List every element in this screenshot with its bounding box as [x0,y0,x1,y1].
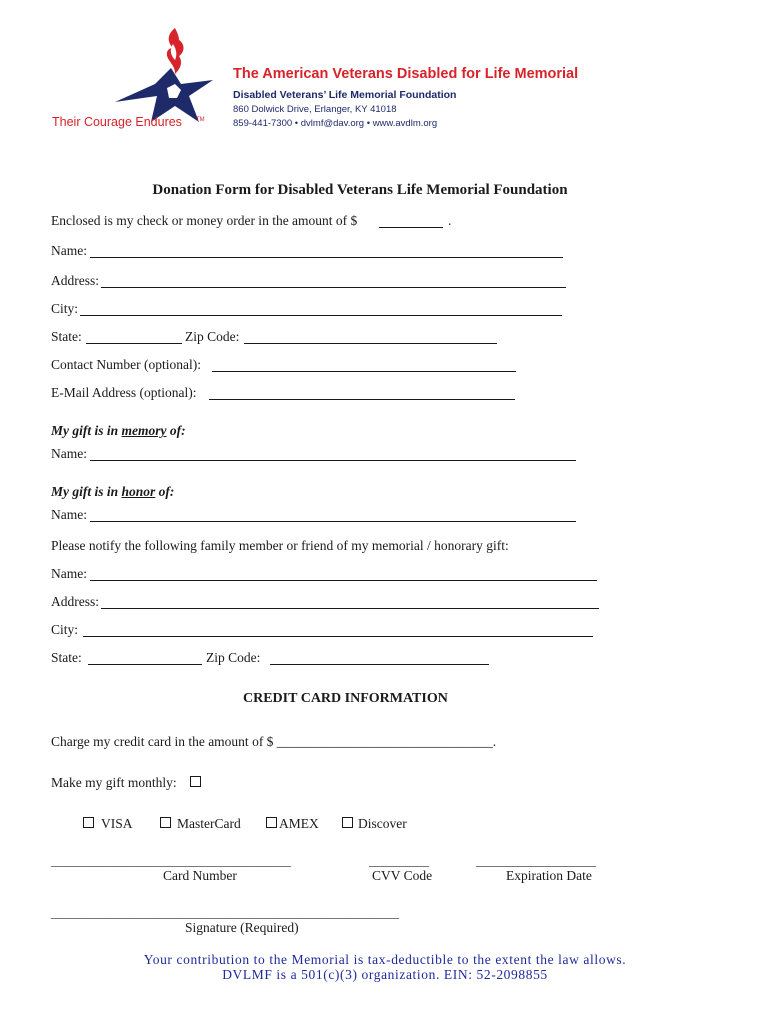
contact-label: Contact Number (optional): [51,357,201,372]
signature-label: Signature (Required) [185,920,299,935]
honor-name-field[interactable] [90,521,576,522]
monthly-checkbox[interactable] [190,776,201,787]
name-field[interactable] [90,257,563,258]
zip-label: Zip Code: [185,329,240,344]
mastercard-checkbox[interactable] [160,817,171,828]
name-label: Name: [51,243,87,258]
charge-amount-text[interactable]: Charge my credit card in the amount of $ ________________________________. [51,734,497,749]
honor-heading: My gift is in honor of: [51,484,175,499]
notify-zip-field[interactable] [270,664,489,665]
visa-checkbox[interactable] [83,817,94,828]
email-field[interactable] [209,399,515,400]
expiration-line[interactable]: ____________________ [476,854,596,868]
notify-city-field[interactable] [83,636,593,637]
footer-tax-note: Your contribution to the Memorial is tax-deductible to the extent the law allows. [143,952,627,967]
notify-state-label: State: [51,650,82,665]
expiration-label: Expiration Date [506,868,592,883]
cvv-line[interactable]: __________ [369,854,429,868]
discover-label: Discover [358,816,407,831]
tagline: Their Courage Endures [52,115,182,129]
notify-address-field[interactable] [101,608,599,609]
notify-name-field[interactable] [90,580,597,581]
logo-title: The American Veterans Disabled for Life Memorial [233,66,579,82]
honor-name-label: Name: [51,507,87,522]
city-field[interactable] [80,315,562,316]
signature-line[interactable]: __________________________________________________________ [51,906,399,920]
zip-field[interactable] [244,343,497,344]
state-label: State: [51,329,82,344]
city-label: City: [51,301,79,316]
org-address: 860 Dolwick Drive, Erlanger, KY 41018 [233,104,397,115]
monthly-label: Make my gift monthly: [51,775,177,790]
enclosed-suffix: . [448,213,452,228]
memory-heading: My gift is in memory of: [51,423,186,438]
address-label: Address: [51,273,99,288]
amex-checkbox[interactable] [266,817,277,828]
state-field[interactable] [86,343,182,344]
discover-checkbox[interactable] [342,817,353,828]
org-name: Disabled Veterans’ Life Memorial Foundation [233,89,457,101]
card-number-label: Card Number [163,868,237,883]
mastercard-label: MasterCard [177,816,241,831]
notify-zip-label: Zip Code: [206,650,261,665]
notify-city-label: City: [51,622,79,637]
visa-label: VISA [101,816,133,831]
form-title: Donation Form for Disabled Veterans Life Memorial Foundation [152,182,568,198]
memory-name-field[interactable] [90,460,576,461]
email-label: E-Mail Address (optional): [51,385,197,400]
contact-field[interactable] [212,371,516,372]
card-number-line[interactable]: ________________________________________ [51,854,291,868]
amex-label: AMEX [279,816,319,831]
trademark: TM [196,117,205,123]
enclosed-label: Enclosed is my check or money order in the amount of $ [51,213,358,228]
memory-name-label: Name: [51,446,87,461]
notify-name-label: Name: [51,566,87,581]
enclosed-amount-field[interactable] [379,227,443,228]
notify-address-label: Address: [51,594,99,609]
notify-text: Please notify the following family member or friend of my memorial / honorary gift: [51,538,509,553]
notify-state-field[interactable] [88,664,202,665]
credit-card-heading: CREDIT CARD INFORMATION [243,691,448,706]
cvv-label: CVV Code [372,868,433,883]
footer-ein: DVLMF is a 501(c)(3) organization. EIN: 52-2098855 [222,967,548,982]
org-contact: 859-441-7300 • dvlmf@dav.org • www.avdlm.org [233,118,438,129]
address-field[interactable] [101,287,566,288]
